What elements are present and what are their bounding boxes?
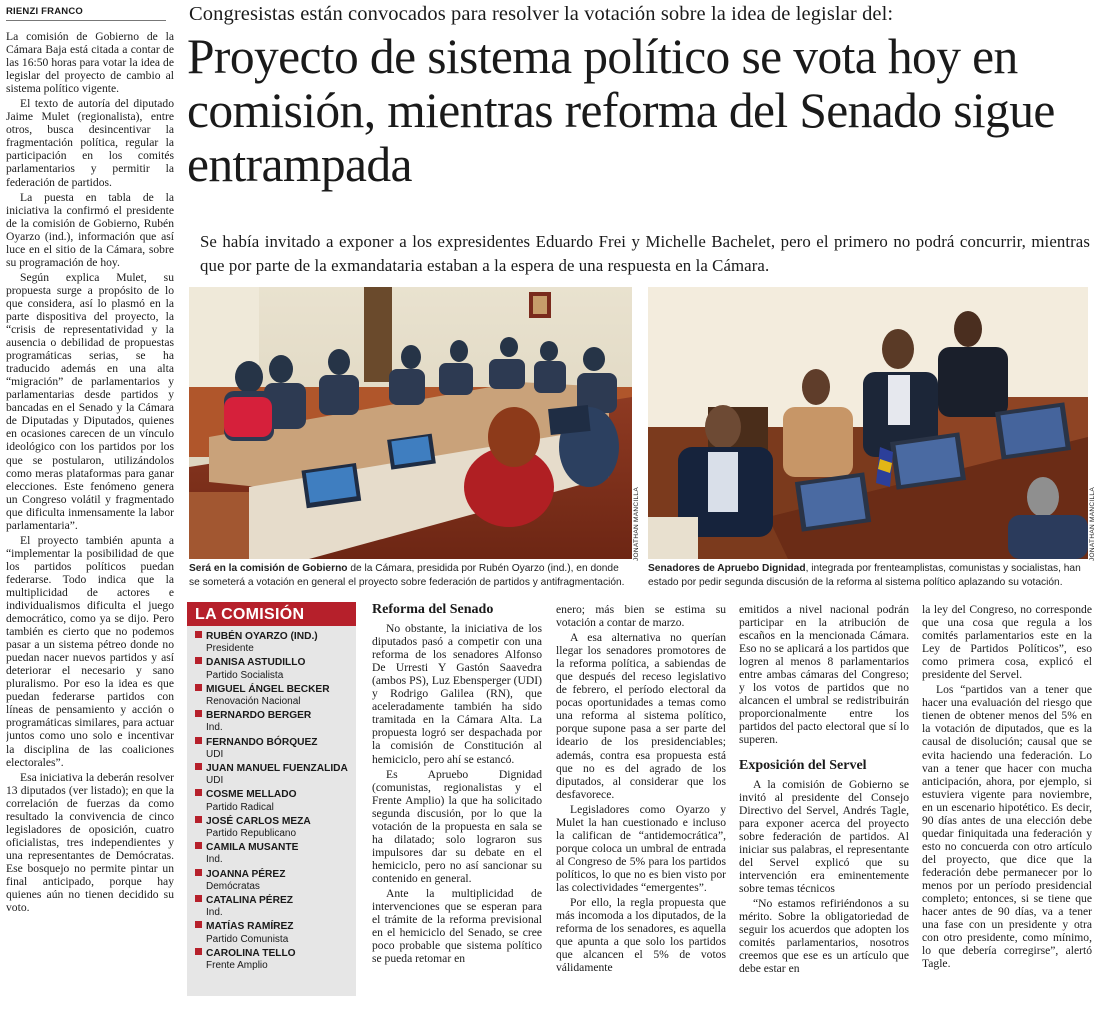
member-role: Partido Comunista <box>206 933 289 945</box>
subhead-exposicion-servel: Exposición del Servel <box>739 757 867 773</box>
member-name: CAMILA MUSANTE <box>206 842 299 854</box>
bullet-square-icon <box>195 710 202 717</box>
bullet-square-icon <box>195 842 202 849</box>
col4-paragraph: “No estamos refiriéndonos a su mérito. Sobre la obligatoriedad de seguir los acuerdos que adopten los comités parlamentarios, nosotros creemos que ese es un artículo que debe estar en <box>739 896 909 976</box>
member-item <box>195 710 356 734</box>
left-paragraph: El texto de autoría del diputado Jaime Mulet (regionalista), entre otros, busca desincentivar la fragmentación política, regular la participación en los comités parlamentarios y permitir la federación de partidos. <box>6 97 174 189</box>
member-item <box>195 842 356 866</box>
member-name: RUBÉN OYARZO (IND.) <box>206 631 318 642</box>
col3-paragraph: Legisladores como Oyarzo y Mulet la han cuestionado e incluso la califican de “antidemocrática”, porque coloca un umbral de entrada al Congreso de 5% para los partidos políticos, lo que no es bien visto por las colectividades “emergentes”. <box>556 802 726 894</box>
bullet-square-icon <box>195 789 202 796</box>
headline: Proyecto de sistema político se vota hoy en comisión, mientras reforma del Senado sigue entrampada <box>187 29 1055 192</box>
column-five <box>922 603 1092 1005</box>
member-name: CAROLINA TELLO <box>206 947 296 959</box>
member-role: Ind. <box>206 722 223 734</box>
left-column <box>6 30 174 1005</box>
member-name: FERNANDO BÓRQUEZ <box>206 736 318 748</box>
member-name: DANISA ASTUDILLO <box>206 657 306 669</box>
col3-paragraph: A esa alternativa no querían llegar los senadores promotores de la reforma política, a sabiendas de que después del receso legislativo de febrero, el período electoral da pocas oportunidades a temas como una reforma al sistema político, porque supone pasa a ser parte del ideario de los presidenciables; además, contra esa propuesta está que no es del agrado de los diputados, al considerar que los desfavorece. <box>556 631 726 801</box>
member-name: MIGUEL ÁNGEL BECKER <box>206 683 330 695</box>
member-name: BERNARDO BERGER <box>206 710 312 722</box>
byline: RIENZI FRANCO <box>6 6 84 17</box>
col3-paragraph: Por ello, la regla propuesta que más incomoda a los diputados, de la reforma de los senadores, es aquella que apunta a que solo los partidos que alcancen el 5% de votos válidamente <box>556 896 726 975</box>
photo-credit-right: JONATHAN MANCILLA <box>1089 487 1096 561</box>
member-role: Partido Radical <box>206 801 274 813</box>
member-item <box>195 921 356 945</box>
left-paragraph: Esa iniciativa la deberán resolver 13 diputados (ver listado); en que la correlación de fuerzas da como resultado la convivencia de cinco legisladores de oposición, cuatro oficialistas, tres independientes y una representantes de Demócratas. Ese bosquejo no permite pintar un final anticipado, porque hay quienes aún no tienen decidido su voto. <box>6 770 174 915</box>
member-name: CATALINA PÉREZ <box>206 895 293 907</box>
col4-paragraph: emitidos a nivel nacional podrán participar en la atribución de escaños en la mencionada Cámara. Eso no se aplicará a los partidos que logren al menos 8 parlamentarios entre ambas cámaras del Congreso; y los votos de partidos que no alcancen el umbral se redistribuirán proporcionalmente entre los partidos del pacto electoral que sí lo superen. <box>739 603 909 747</box>
photo-caption-left <box>189 562 632 589</box>
bullet-square-icon <box>195 869 202 876</box>
left-paragraph: La comisión de Gobierno de la Cámara Baja está citada a contar de las 16:50 horas para votar la idea de legislar del proyecto de cambio al sistema político vigente. <box>6 30 174 96</box>
member-item <box>195 684 356 708</box>
member-item <box>195 816 356 840</box>
member-role: Partido Republicano <box>206 828 297 840</box>
member-item <box>195 631 356 655</box>
left-paragraph: El proyecto también apunta a “implementar la posibilidad de que los partidos políticos puedan federarse. Todo indica que la multiplicidad de actores e individualismos dificulta el juego democrático, como ya se dijo. Pero también es cierto que no podemos pasar a un sistema pétreo donde no puedan nacer nuevos partidos y así deteriorar el necesario y sano pluralismo. Por eso la idea es que puedan federarse partidos con líneas de pensamiento y acción o programáticas similares, para actuar juntos como uno solo e incentivar la disciplina de las coaliciones electorales”. <box>6 533 174 769</box>
kicker: Congresistas están convocados para resolver la votación sobre la idea de legislar del: <box>189 3 894 25</box>
col2-paragraph: No obstante, la iniciativa de los diputados pasó a competir con una reforma de los senadores Alfonso De Urresti Y Gastón Saavedra (ambos PS), Luz Ebensperger (UDI) y Rodrigo Galilea (RN), que aceleradamente también ha sido tramitada en la Cámara Alta. La propuesta logró ser despachada por la comisión de Constitución al hemiciclo, pero ahí se estancó. <box>372 622 542 766</box>
column-four <box>739 603 909 1005</box>
column-three <box>556 603 726 1005</box>
member-item <box>195 737 356 761</box>
member-role: Demócratas <box>206 880 260 892</box>
caption-left-text: de la Cámara, presidida por Rubén Oyarzo (ind.), en donde se someterá a votación en general el proyecto sobre federación de partidos y antifragmentación. <box>189 563 625 588</box>
bullet-square-icon <box>195 684 202 691</box>
bullet-square-icon <box>195 763 202 770</box>
bullet-square-icon <box>195 737 202 744</box>
col5-paragraph: la ley del Congreso, no corresponde que una cosa que regula a los comités parlamentarios este en la Ley de Partidos Políticos”, eso como primera cosa, explicó el presidente del Servel. <box>922 603 1092 682</box>
commission-sidebar <box>187 602 356 996</box>
member-item <box>195 895 356 919</box>
caption-right-lead: Senadores de Apruebo Dignidad <box>648 563 806 574</box>
bullet-square-icon <box>195 895 202 902</box>
bullet-square-icon <box>195 948 202 955</box>
photo-commission-room <box>189 287 632 559</box>
member-name: JOSÉ CARLOS MEZA <box>206 815 311 827</box>
byline-rule <box>6 20 166 21</box>
member-name: COSME MELLADO <box>206 789 297 801</box>
caption-right-text: , integrada por frenteamplistas, comunistas y socialistas, han estado por pedir segunda discusión de la reforma al sistema político aplazando su votación. <box>648 563 1081 588</box>
member-name: JUAN MANUEL FUENZALIDA <box>206 763 348 775</box>
col2-paragraph: Es Apruebo Dignidad (comunistas, regionalistas y el Frente Amplio) la que ha solicitado segunda discusión, por lo que la votación de la propuesta en sala se ha dilatado; solo lograron sus impulsores dar su debate en el hemiciclo, pero no así sancionar su contenido en general. <box>372 767 542 885</box>
col4-paragraph: A la comisión de Gobierno se invitó al presidente del Consejo Directivo del Servel, Andrés Tagle, para exponer acerca del proyecto sobre federación de partidos. Al iniciar sus palabras, el representante del Servel explicó que su intervención era eminentemente sobre temas técnicos <box>739 777 909 895</box>
member-name: JOANNA PÉREZ <box>206 868 286 880</box>
member-item <box>195 657 356 681</box>
member-item <box>195 869 356 893</box>
deck: Se había invitado a exponer a los expresidentes Eduardo Frei y Michelle Bachelet, pero el primero no podrá concurrir, mientras que por parte de la exmandataria estaban a la espera de una respuesta en la Cámara. <box>200 232 1090 275</box>
member-role: UDI <box>206 775 224 787</box>
col2-paragraph: Ante la multiplicidad de intervenciones que se esperan para el trámite de la reforma previsional en el hemiciclo del Senado, se cree poco probable que sistema político se pueda retomar en <box>372 886 542 966</box>
photo-credit-left: JONATHAN MANCILLA <box>633 487 640 561</box>
column-reforma-senado <box>372 603 542 1005</box>
bullet-square-icon <box>195 816 202 823</box>
sidebar-title: LA COMISIÓN <box>187 602 356 626</box>
col3-paragraph: enero; más bien se estima su votación a contar de marzo. <box>556 603 726 630</box>
caption-left-lead: Será en la comisión de Gobierno <box>189 563 348 574</box>
member-item <box>195 789 356 813</box>
member-role: Presidente <box>206 643 254 655</box>
member-role: Renovación Nacional <box>206 696 301 708</box>
photo-senators <box>648 287 1088 559</box>
left-paragraph: La puesta en tabla de la iniciativa la confirmó el presidente de la comisión de Gobierno, Rubén Oyarzo (ind.), información que así luce en el sitio de la Cámara, sobre su programación de hoy. <box>6 190 174 269</box>
member-role: Ind. <box>206 907 223 919</box>
member-name: MATÍAS RAMÍREZ <box>206 921 294 933</box>
member-role: Frente Amplio <box>206 960 268 972</box>
subhead-reforma-senado: Reforma del Senado <box>372 603 494 617</box>
member-role: Partido Socialista <box>206 669 284 681</box>
photo-commission-room-image <box>189 287 632 559</box>
bullet-square-icon <box>195 657 202 664</box>
photo-senators-image <box>648 287 1088 559</box>
col5-paragraph: Los “partidos van a tener que hacer una evaluación del riesgo que tienen de obtener menos del 5% en la votación de diputados, que es la causal de disolución; causal que se evita haciendo una federación. Lo van a tener que hacer con mucha anticipación, ahora, por ejemplo, si estuviera vigente para noviembre, en un escenario hipotético. Es decir, 90 días antes de una elección debe quedar finiquitada una federación y esto no concuerda con otro artículo del proyecto, que dice que la federación debe permanecer por lo menos por un período presidencial completo; entonces, si se tiene que hacer antes de 90 días, va a tener una fase con un presidente y otra con otro presidente, como mínimo, lo que debería corregirse”, alertó Tagle. <box>922 683 1092 971</box>
bullet-square-icon <box>195 631 202 638</box>
member-role: Ind. <box>206 854 223 866</box>
member-list <box>195 626 356 972</box>
member-item <box>195 763 356 787</box>
left-paragraph: Según explica Mulet, su propuesta surge a propósito de lo que considera, así lo plasmó en la parte dispositiva del proyecto, la “crisis de representatividad y la ausencia o debilidad de propuestas programáticas serias, se ha traducido además en una alta “migración” de parlamentarios y parlamentarias desde partidos y bancadas en el Senado y la Cámara de Diputadas y Diputados, quienes en ocasiones carecen de un vínculo ideológico con los partidos por los que se postularon, utilizándolos como meras plataformas para ganar elecciones. Este fenómeno genera un Congreso volátil y fragmentado que dificulta inmensamente la labor parlamentaria”. <box>6 270 174 532</box>
bullet-square-icon <box>195 921 202 928</box>
member-role: UDI <box>206 748 224 760</box>
member-item <box>195 948 356 972</box>
photo-caption-right <box>648 562 1090 589</box>
